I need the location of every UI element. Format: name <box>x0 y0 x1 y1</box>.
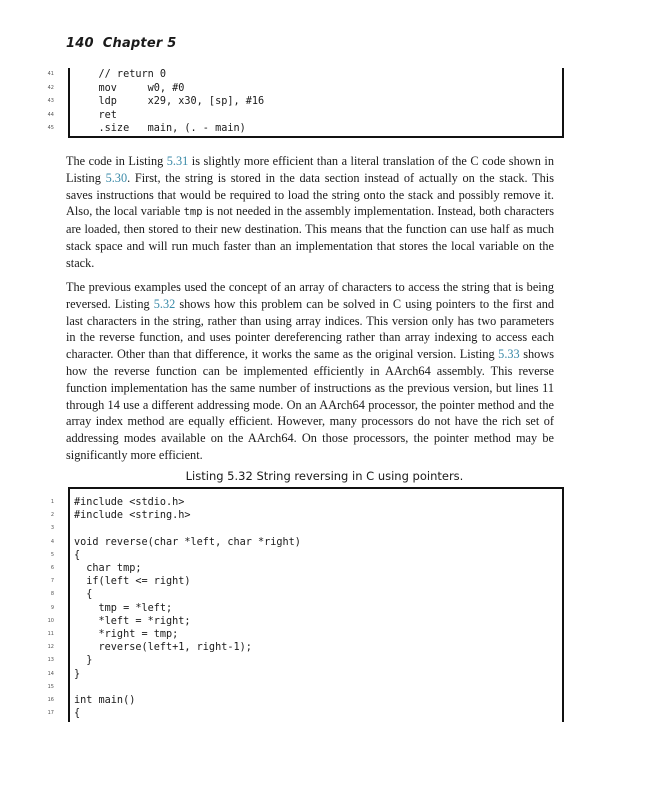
inline-code: tmp <box>183 206 203 219</box>
listing-top-code-block <box>47 68 564 138</box>
listing-link[interactable]: 5.30 <box>105 170 128 185</box>
line-number: 5 <box>50 551 54 558</box>
code-text: { <box>74 708 81 720</box>
line-number: 11 <box>47 631 54 637</box>
code-text: *right = tmp; <box>74 629 179 640</box>
listing-link[interactable]: 5.31 <box>166 154 189 168</box>
code-text: #include <string.h> <box>74 510 191 522</box>
line-number: 8 <box>50 591 54 598</box>
code-text: // return 0 <box>74 69 167 80</box>
line-number: 12 <box>47 644 54 651</box>
line-number: 41 <box>47 71 54 77</box>
text: The code in Listing <box>66 154 167 168</box>
line-number: 3 <box>50 525 54 532</box>
line-number: 9 <box>50 604 54 611</box>
line-number: 44 <box>47 111 54 118</box>
line-number: 45 <box>47 125 54 131</box>
code-text: *left = *right; <box>74 615 191 627</box>
code-text: } <box>74 655 93 667</box>
line-number: 10 <box>47 617 54 624</box>
code-text: mov w0, #0 <box>74 82 185 94</box>
code-text: } <box>74 668 81 680</box>
listing-caption: Listing 5.32 String reversing in C using pointers. <box>185 469 464 483</box>
code-text: tmp = *left; <box>74 602 173 614</box>
line-number: 13 <box>47 657 54 664</box>
line-number: 14 <box>47 670 54 677</box>
code-text: void reverse(char *left, char *right) <box>74 536 301 548</box>
text: is not needed in the assembly implementation. Instead, both characters are loaded, then stored to their new destination. This means that the function can use half as much stack space and will run much faster than an implementation that stores the local variable on the stack. <box>66 204 555 270</box>
code-text: ret <box>74 109 117 121</box>
listing-link[interactable]: 5.33 <box>498 347 520 362</box>
chapter-title: Chapter 5 <box>102 36 177 51</box>
code-text: reverse(left+1, right-1); <box>74 642 252 654</box>
line-number: 17 <box>47 710 54 717</box>
line-number: 4 <box>50 538 54 545</box>
listing-bottom-code-block <box>47 487 564 722</box>
paragraph-2 <box>66 279 554 464</box>
text: shows how this problem can be solved in C using pointers to the first and last characters in the string, rather than using array indices. This version only has two parameters in the reverse function, and uses pointer dereferencing rather than array indexing to access each character. Other than that difference, it works the same as the original version. Listing <box>66 296 554 362</box>
text: . First, the string is stored in the data section instead of actually on the stack. This saves instructions that would be required to load the string onto the stack and possibly remove it. Also, the local variable <box>66 170 554 219</box>
line-number: 1 <box>50 499 54 505</box>
code-text: .size main, (. - main) <box>74 123 246 134</box>
code-text: { <box>74 589 93 601</box>
line-number: 43 <box>47 98 54 104</box>
paragraph-1 <box>66 153 554 272</box>
line-number: 7 <box>50 578 54 585</box>
line-number: 42 <box>47 84 54 91</box>
page-number: 140 <box>66 36 94 51</box>
code-text: int main() <box>74 695 136 706</box>
page-header <box>66 36 185 51</box>
code-text: if(left <= right) <box>74 576 191 588</box>
listing-link[interactable]: 5.32 <box>153 296 176 311</box>
text: is slightly more efficient than a literal translation of the C code shown in Listing <box>66 154 554 185</box>
line-number: 15 <box>47 683 54 690</box>
code-text: { <box>74 549 81 561</box>
code-text: #include <stdio.h> <box>74 497 185 508</box>
line-number: 6 <box>50 565 54 571</box>
code-text: ldp x29, x30, [sp], #16 <box>74 96 265 107</box>
text: The previous examples used the concept of an array of characters to access the string that is being reversed. Listing <box>66 280 554 311</box>
line-number: 16 <box>47 697 54 703</box>
line-number: 2 <box>50 512 54 519</box>
code-text: char tmp; <box>74 563 142 574</box>
text: shows how the reverse function can be implemented efficiently in AArch64 assembly. This reverse function implementation has the same number of instructions as the previous version, but lines 11 through 14 use a different addressing mode. On an AArch64 processor, the pointer method and the array index method are equally efficient. However, many processors do not have the rich set of addressing modes available on the AArch64. On those processors, the pointer method may be significantly more efficient. <box>66 347 554 462</box>
